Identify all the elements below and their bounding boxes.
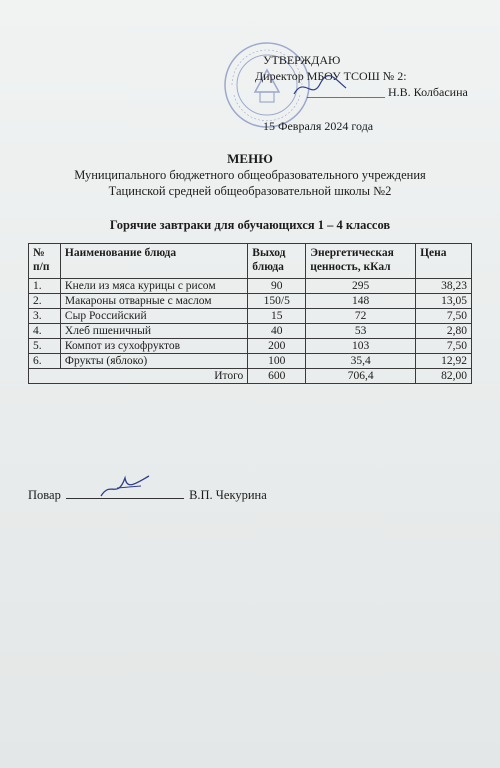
cell-num: 6. <box>29 354 61 369</box>
cell-output: 100 <box>248 354 306 369</box>
cell-price: 13,05 <box>416 294 472 309</box>
cell-dish: Хлеб пшеничный <box>60 324 247 339</box>
cell-num: 1. <box>29 279 61 294</box>
header-output: Выход блюда <box>248 244 306 279</box>
total-row <box>29 369 472 384</box>
approval-block <box>255 52 468 134</box>
cell-output: 150/5 <box>248 294 306 309</box>
approval-position: Директор МБОУ ТСОШ № 2: <box>255 69 407 83</box>
header-num: № п/п <box>29 244 61 279</box>
total-energy: 706,4 <box>306 369 416 384</box>
cell-price: 7,50 <box>416 309 472 324</box>
cell-energy: 53 <box>306 324 416 339</box>
cell-energy: 103 <box>306 339 416 354</box>
approval-date: 15 Февраля 2024 года <box>263 119 374 133</box>
cell-output: 15 <box>248 309 306 324</box>
header-price: Цена <box>416 244 472 279</box>
table-row <box>29 339 472 354</box>
total-label: Итого <box>29 369 248 384</box>
menu-table <box>28 243 472 384</box>
table-row <box>29 354 472 369</box>
cook-name: В.П. Чекурина <box>189 488 267 502</box>
director-signature <box>290 72 350 102</box>
cell-dish: Макароны отварные с маслом <box>60 294 247 309</box>
cell-dish: Сыр Российский <box>60 309 247 324</box>
table-row <box>29 279 472 294</box>
total-price: 82,00 <box>416 369 472 384</box>
table-row <box>29 309 472 324</box>
table-row <box>29 294 472 309</box>
cell-energy: 72 <box>306 309 416 324</box>
cell-price: 7,50 <box>416 339 472 354</box>
cell-energy: 295 <box>306 279 416 294</box>
table-header-row <box>29 244 472 279</box>
approval-signatory: _____________ Н.В. Колбасина <box>307 85 468 99</box>
org-name-line2: Тацинской средней общеобразовательной школы №2 <box>108 184 392 198</box>
cook-signature <box>95 470 155 502</box>
table-row <box>29 324 472 339</box>
total-output: 600 <box>248 369 306 384</box>
cell-energy: 148 <box>306 294 416 309</box>
cell-output: 200 <box>248 339 306 354</box>
cell-dish: Компот из сухофруктов <box>60 339 247 354</box>
cell-price: 38,23 <box>416 279 472 294</box>
approval-heading: УТВЕРЖДАЮ <box>263 53 341 67</box>
cell-output: 90 <box>248 279 306 294</box>
org-name-line1: Муниципального бюджетного общеобразовательного учреждения <box>74 168 426 182</box>
cell-num: 5. <box>29 339 61 354</box>
cell-energy: 35,4 <box>306 354 416 369</box>
cell-price: 2,80 <box>416 324 472 339</box>
cell-num: 2. <box>29 294 61 309</box>
header-energy: Энергетическая ценность, кКал <box>306 244 416 279</box>
header-name: Наименование блюда <box>60 244 247 279</box>
cell-num: 3. <box>29 309 61 324</box>
cell-num: 4. <box>29 324 61 339</box>
cell-dish: Кнели из мяса курицы с рисом <box>60 279 247 294</box>
cook-label: Повар <box>28 488 61 502</box>
cell-dish: Фрукты (яблоко) <box>60 354 247 369</box>
document-title: МЕНЮ <box>227 151 273 166</box>
menu-subtitle: Горячие завтраки для обучающихся 1 – 4 классов <box>109 218 391 232</box>
cell-output: 40 <box>248 324 306 339</box>
cell-price: 12,92 <box>416 354 472 369</box>
